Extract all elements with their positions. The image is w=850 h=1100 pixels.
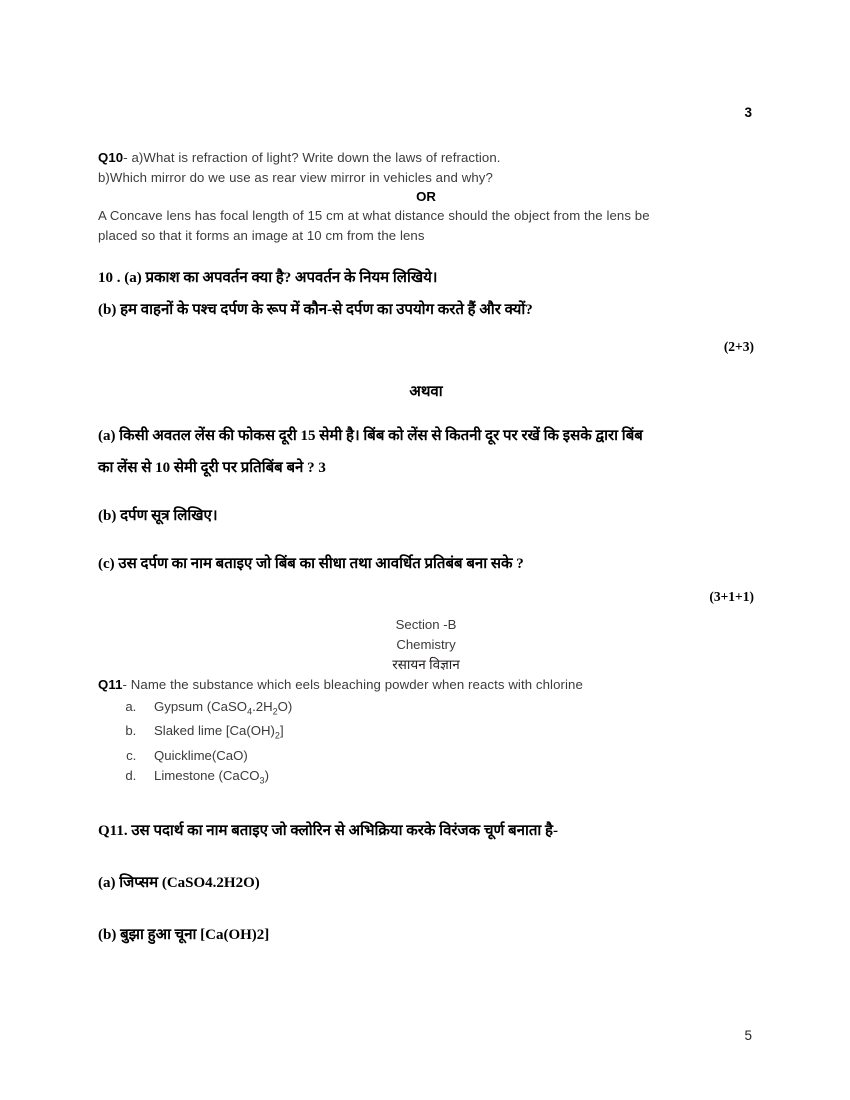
q10-hindi-part-a: 10 . (a) प्रकाश का अपवर्तन क्या है? अपवर्तन के नियम लिखिये।	[98, 270, 438, 286]
page-number-top: 3	[744, 105, 752, 120]
q11-question-line	[98, 675, 754, 695]
q11-hindi-option-b: (b) बुझा हुआ चूना [Ca(OH)2]	[98, 927, 270, 944]
list-item: b. Slaked lime $[Ca(OH)_2]$	[140, 721, 754, 746]
q10-hindi-part-b: (b) हम वाहनों के पश्च दर्पण के रूप में कौन-से दर्पण का उपयोग करते हैं और क्यों?	[98, 302, 533, 318]
section-b-heading	[98, 615, 754, 675]
q10-hindi-or-b: (b) दर्पण सूत्र लिखिए।	[98, 508, 218, 524]
page-content	[98, 148, 754, 946]
q11-label: Q11	[98, 677, 123, 692]
section-b-line-2: Chemistry	[396, 637, 456, 652]
q10-marks-second: (3+1+1)	[709, 589, 754, 604]
q10-marks-first: (2+3)	[723, 339, 754, 354]
or-separator: OR	[416, 189, 436, 204]
q10-label: Q10	[98, 150, 124, 165]
q10-part-a-line	[98, 148, 754, 168]
q10-hindi-or-a-line2: का लेंस से 10 सेमी दूरी पर प्रतिबिंब बने ? 3	[98, 460, 326, 476]
q10-hindi-or-c: (c) उस दर्पण का नाम बताइए जो बिंब का सीधा तथा आवर्धित प्रतिबंब बना सके ?	[98, 556, 524, 572]
q10-hindi-or-a-line1: (a) किसी अवतल लेंस की फोकस दूरी 15 सेमी है। बिंब को लेंस से कितनी दूर पर रखें कि इसके द्वारा बिंब	[98, 428, 643, 444]
q10-or-text-line1: A Concave lens has focal length of 15 cm at what distance should the object from the lens be	[98, 208, 650, 223]
q10-or-text-line2: placed so that it forms an image at 10 cm from the lens	[98, 227, 425, 243]
q11-hindi-option-a: (a) जिप्सम (CaSO4.2H2O)	[98, 875, 260, 892]
q10-part-a-text: - a)What is refraction of light? Write down the laws of refraction.	[123, 150, 501, 165]
page-number-bottom: 5	[744, 1028, 752, 1043]
athava-separator: अथवा	[409, 384, 443, 400]
q11-options-list	[98, 697, 754, 791]
list-item: d. Limestone (CaCO$_3$)	[140, 766, 754, 791]
q11-question-text: - Name the substance which eels bleaching powder when reacts with chlorine	[122, 677, 583, 692]
section-b-line-3: रसायन विज्ञान	[392, 657, 460, 672]
q11-hindi-question: Q11. उस पदार्थ का नाम बताइए जो क्लोरिन से अभिक्रिया करके विरंजक चूर्ण बनाता है-	[98, 823, 558, 840]
section-b-line-1: Section -B	[395, 617, 457, 632]
list-item: c. Quicklime(CaO)	[140, 746, 754, 766]
list-item: a. Gypsum $(CaSO_4.2H_2O)$	[140, 697, 754, 722]
q10-part-b-line: b)Which mirror do we use as rear view mirror in vehicles and why?	[98, 169, 493, 185]
